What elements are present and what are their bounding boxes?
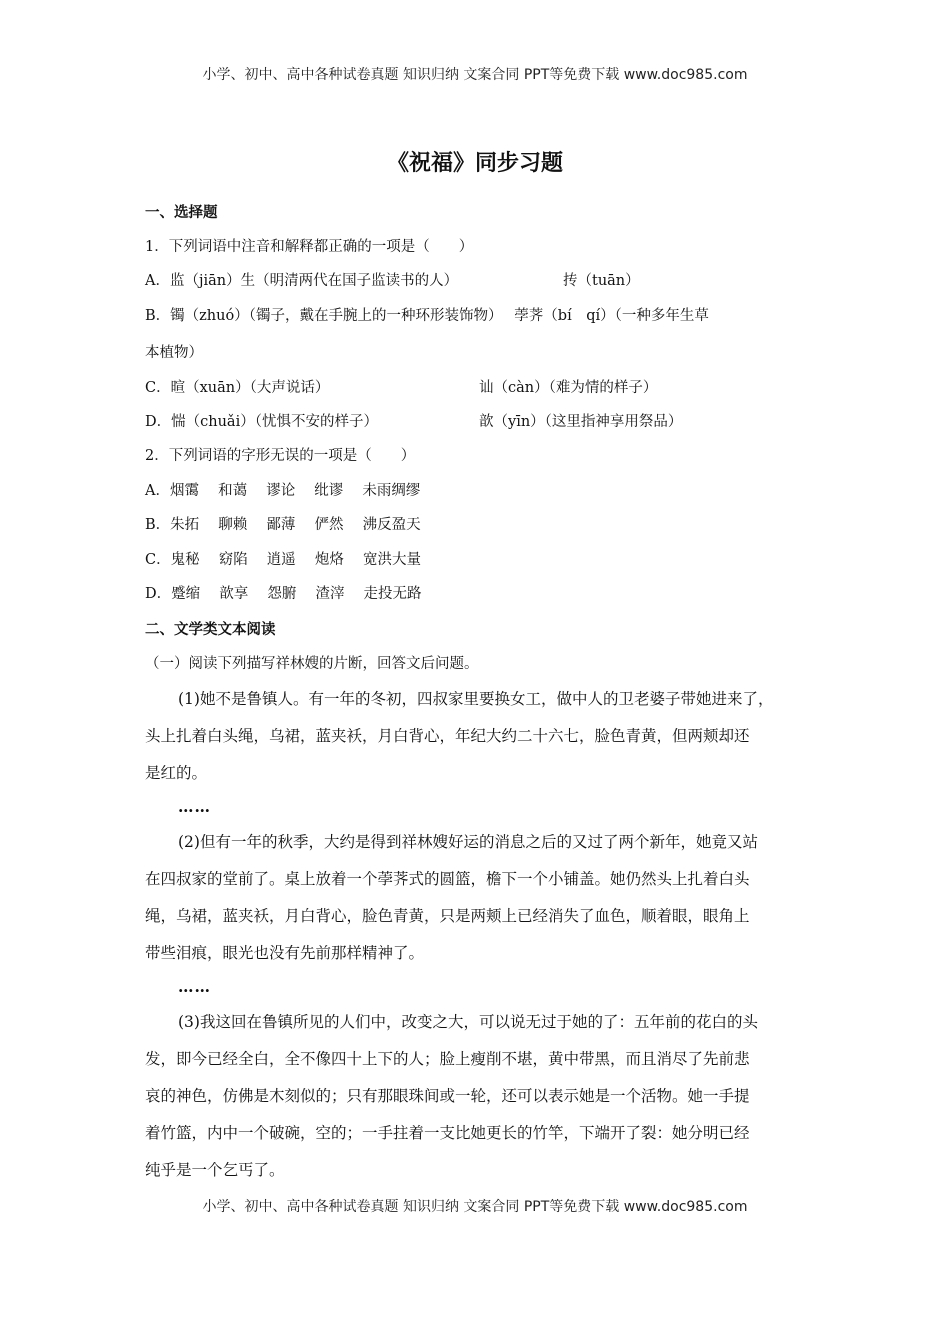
passage-1-line-2: 头上扎着白头绳，乌裙，蓝夹袄，月白背心，年纪大约二十六七，脸色青黄，但两颊却还 — [145, 727, 750, 745]
q1-option-b: B．镯（zhuó）（镯子，戴在手腕上的一种环形装饰物） 荸荠（bí qí）（一种多年生草 — [145, 308, 709, 324]
passage-3-line-2: 发，即今已经全白，全不像四十上下的人；脸上瘦削不堪，黄中带黑，而且消尽了先前悲 — [145, 1050, 750, 1068]
ellipsis-1: …… — [178, 797, 211, 816]
question-2-stem: 2．下列词语的字形无误的一项是（ ） — [145, 448, 416, 464]
passage-2-line-4: 带些泪痕，眼光也没有先前那样精神了。 — [145, 944, 425, 962]
passage-3-line-3: 哀的神色，仿佛是木刻似的；只有那眼珠间或一轮，还可以表示她是一个活物。她一手提 — [145, 1087, 750, 1105]
passage-1-line-3: 是红的。 — [145, 764, 208, 782]
q2-option-d: D．蹙缩 歆享 怨腑 渣滓 走投无路 — [145, 586, 422, 602]
q1-option-b-cont: 本植物） — [145, 345, 203, 361]
page-title: 《祝福》同步习题 — [386, 151, 563, 176]
passage-3-line-4: 着竹篮，内中一个破碗，空的；一手拄着一支比她更长的竹竿，下端开了裂：她分明已经 — [145, 1124, 750, 1142]
q1-option-c: C．暄（xuān）（大声说话） — [145, 380, 330, 396]
question-1-stem: 1．下列词语中注音和解释都正确的一项是（ ） — [145, 239, 474, 255]
passage-3-line-1: (3)我这回在鲁镇所见的人们中，改变之大，可以说无过于她的了：五年前的花白的头 — [178, 1013, 758, 1031]
passage-3-line-5: 纯乎是一个乞丐了。 — [145, 1161, 285, 1179]
q2-option-b: B．朱拓 聊赖 鄙薄 俨然 沸反盈天 — [145, 517, 421, 533]
section-heading-choice: 一、选择题 — [145, 205, 218, 221]
q1-option-a-second: 抟（tuān） — [563, 273, 640, 289]
ellipsis-2: …… — [178, 977, 211, 996]
reading-intro: （一）阅读下列描写祥林嫂的片断，回答文后问题。 — [145, 656, 479, 672]
page-header: 小学、初中、高中各种试卷真题 知识归纳 文案合同 PPT等免费下载 www.doc985.com — [202, 67, 748, 83]
q1-option-d: D．惴（chuǎi）（忧惧不安的样子） — [145, 414, 378, 430]
section-heading-reading: 二、文学类文本阅读 — [145, 622, 276, 638]
q2-option-c: C．鬼秘 窈陷 逍遥 炮烙 宽洪大量 — [145, 552, 422, 568]
passage-1-line-1: (1)她不是鲁镇人。有一年的冬初，四叔家里要换女工，做中人的卫老婆子带她进来了， — [178, 690, 774, 708]
page-footer: 小学、初中、高中各种试卷真题 知识归纳 文案合同 PPT等免费下载 www.doc985.com — [202, 1199, 748, 1215]
passage-2-line-3: 绳，乌裙，蓝夹袄，月白背心，脸色青黄，只是两颊上已经消失了血色，顺着眼，眼角上 — [145, 907, 750, 925]
passage-2-line-2: 在四叔家的堂前了。桌上放着一个荸荠式的圆篮，檐下一个小铺盖。她仍然头上扎着白头 — [145, 870, 750, 888]
q1-option-a: A．监（jiān）生（明清两代在国子监读书的人） — [145, 273, 459, 289]
q1-option-d-second: 歆（yīn）（这里指神享用祭品） — [479, 414, 683, 430]
passage-2-line-1: (2)但有一年的秋季，大约是得到祥林嫂好运的消息之后的又过了两个新年，她竟又站 — [178, 833, 758, 851]
q1-option-c-second: 讪（càn）（难为情的样子） — [479, 380, 658, 396]
q2-option-a: A．烟霭 和蔼 谬论 纰谬 未雨绸缪 — [145, 483, 421, 499]
